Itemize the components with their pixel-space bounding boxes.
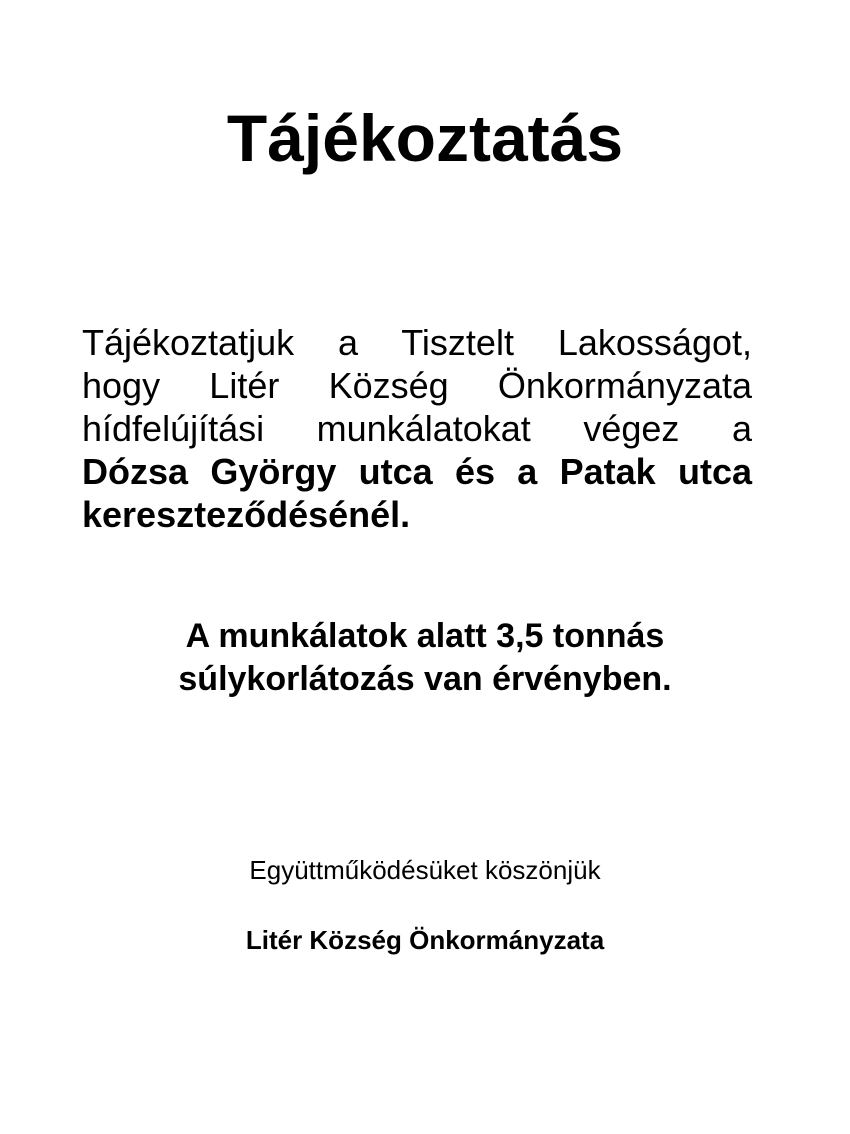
paragraph-line-location: kereszteződésénél.	[82, 494, 411, 535]
paragraph-line-location: Dózsa György utca és a Patak utca	[82, 451, 752, 492]
signature: Litér Község Önkormányzata	[245, 925, 605, 955]
paragraph-line: hídfelújítási munkálatokat végez a	[82, 408, 752, 449]
info-paragraph	[82, 321, 752, 536]
thanks-text: Együttműködésüket köszönjük	[249, 855, 601, 885]
weight-limit-notice	[0, 615, 850, 701]
paragraph-line: hogy Litér Község Önkormányzata	[82, 365, 752, 406]
paragraph-line: Tájékoztatjuk a Tisztelt Lakosságot,	[82, 322, 752, 363]
page-title: Tájékoztatás	[226, 101, 624, 175]
notice-line: A munkálatok alatt 3,5 tonnás	[185, 617, 665, 655]
notice-line: súlykorlátozás van érvényben.	[178, 660, 672, 698]
